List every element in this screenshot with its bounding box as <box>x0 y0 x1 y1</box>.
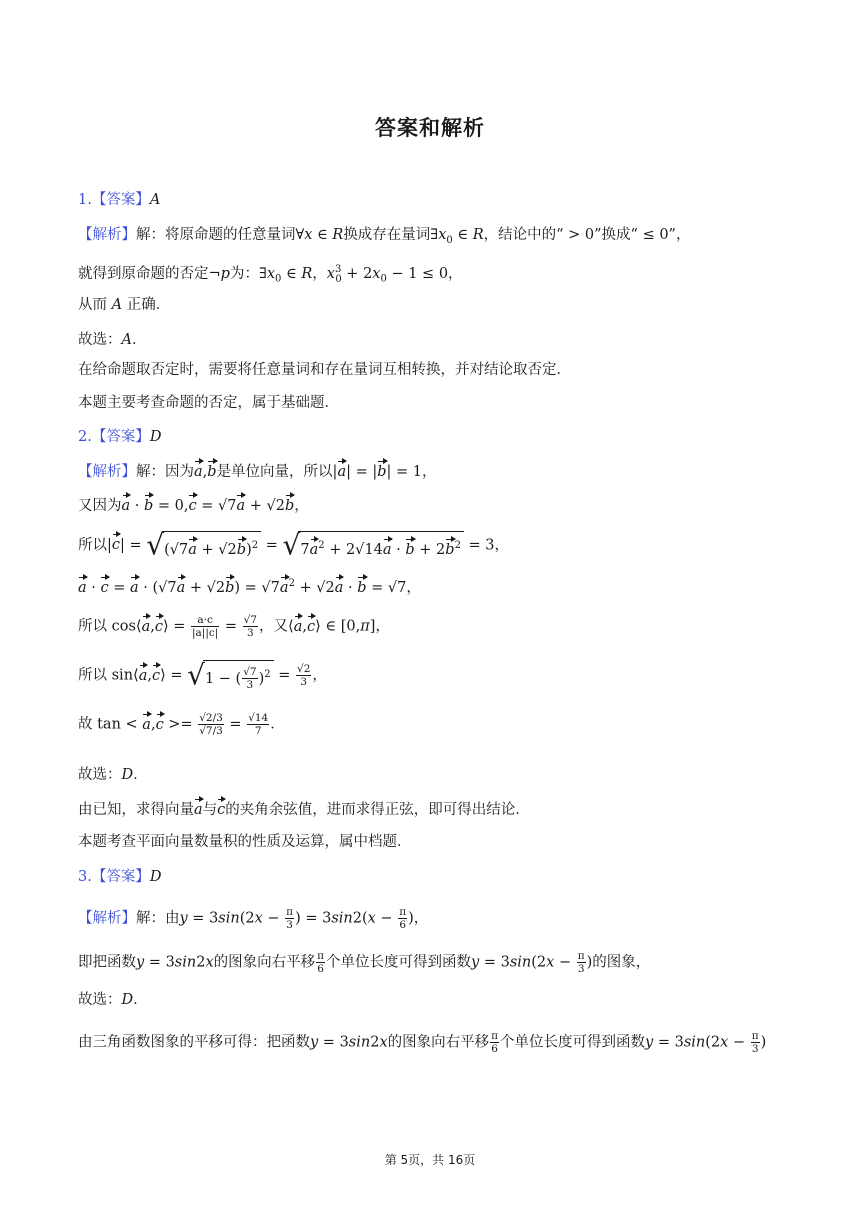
text: 是单位向量，所以| <box>216 464 338 480</box>
vector-a: a <box>78 579 87 596</box>
text: + √ <box>185 579 216 596</box>
vector-c: c <box>111 537 121 554</box>
fraction-denominator: 3 <box>247 627 254 639</box>
q1-answer-line <box>78 190 160 210</box>
text: 故选： <box>78 767 122 783</box>
math-var: x <box>367 910 376 927</box>
fraction-numerator: π <box>751 1030 759 1042</box>
text: ． <box>270 716 285 733</box>
fraction-numerator: √7 <box>243 666 257 679</box>
vector-b: b <box>284 498 295 514</box>
math-var: sin <box>218 910 240 927</box>
fraction-numerator: √7 <box>243 614 258 626</box>
math-var: π <box>360 618 370 635</box>
text: = √ <box>366 579 398 596</box>
sqrt-expression: $√(√7a + √2b)^2$ <box>146 531 261 560</box>
vector-a: a <box>293 618 303 635</box>
text: 的图象向右平移 <box>387 1034 490 1051</box>
text: 即把函数 <box>78 954 136 971</box>
q2-explanation-line-7 <box>78 712 285 737</box>
q3-explanation-line-2 <box>78 950 650 975</box>
text: 与 <box>202 802 218 818</box>
math-var: y <box>645 1034 654 1051</box>
q1-explanation-line-2 <box>78 260 463 290</box>
q1-analysis-line: 在给命题取否定时，需要将任意量词和存在量词互相转换，并对结论取否定． <box>78 362 571 378</box>
text: = <box>261 537 283 554</box>
text: 换成存在量词∃ <box>343 227 439 243</box>
text: 就得到原命题的否定¬ <box>78 265 221 282</box>
q2-analysis-line <box>78 800 530 820</box>
text: ) = 3 <box>295 910 332 927</box>
text: · (√ <box>138 579 168 596</box>
text: ， <box>406 579 421 596</box>
text: 2( <box>352 910 368 927</box>
fraction <box>316 950 325 975</box>
vector-a: a <box>309 541 319 558</box>
subscript: 0 <box>380 273 387 285</box>
text: ，结论中的“ > 0”换成“ ≤ 0”， <box>483 227 691 243</box>
q2-answer-tag: 【答案】 <box>91 429 150 445</box>
math-var: D <box>121 767 134 783</box>
q3-number: 3. <box>78 869 92 885</box>
text: ∈ <box>281 265 302 282</box>
text: (2 <box>531 954 547 971</box>
vector-a: a <box>141 618 151 635</box>
text: = 3 <box>318 1034 349 1051</box>
q3-answer-tag: 【答案】 <box>91 869 150 885</box>
superscript: 2 <box>288 578 295 589</box>
vector-a: a <box>188 541 197 558</box>
math-var: y <box>179 910 188 927</box>
text: 7 <box>300 541 310 558</box>
subscript: 0 <box>335 273 342 285</box>
text: ． <box>133 767 148 783</box>
text: ⟩ ∈ [0, <box>315 618 361 635</box>
text: ， <box>294 498 309 514</box>
fraction <box>577 950 586 975</box>
text: 1 − ( <box>204 670 242 687</box>
fraction <box>247 712 269 737</box>
q3-choice-line <box>78 990 148 1010</box>
text: = 3 <box>144 954 175 971</box>
fraction-numerator: π <box>577 950 585 962</box>
text: , <box>147 667 152 684</box>
vector-c: c <box>154 618 163 635</box>
text: (2 <box>705 1034 721 1051</box>
text: = <box>220 618 242 635</box>
fraction <box>751 1030 760 1055</box>
text: 7 <box>397 579 407 596</box>
text: = 0, <box>153 498 189 514</box>
math-var: R <box>332 227 344 243</box>
math-var: y <box>136 954 145 971</box>
fraction-numerator: √2 <box>297 663 311 676</box>
text: ⟩ = <box>160 667 188 684</box>
math-var: A <box>121 332 132 348</box>
text: · <box>343 579 358 596</box>
text: 2 <box>215 579 226 596</box>
vector-b: b <box>405 541 415 558</box>
text: 2 <box>227 541 237 558</box>
vector-c: c <box>188 498 197 514</box>
text: + 2 <box>341 265 373 282</box>
text: 故 tan < <box>78 716 143 733</box>
text: 7 <box>270 579 280 596</box>
q1-explanation-line-3 <box>78 295 170 315</box>
text: = <box>108 579 130 596</box>
fraction-numerator: √14 <box>248 712 269 724</box>
text: 又因为 <box>78 498 122 514</box>
q3-explanation-line-1 <box>78 906 428 931</box>
fraction-numerator: π <box>491 1030 499 1042</box>
fraction-numerator: √2/3 <box>199 712 223 724</box>
superscript: 2 <box>318 540 325 551</box>
text: | = <box>120 537 147 554</box>
text: 个单位长度可得到函数 <box>500 1034 646 1051</box>
vector-a: a <box>334 579 344 596</box>
fraction-denominator: 3 <box>246 679 254 692</box>
q1-choice-line <box>78 330 146 350</box>
text: ∈ <box>452 227 473 243</box>
text: = <box>224 716 247 733</box>
text: 7 <box>179 541 189 558</box>
text: = 3 <box>187 910 219 927</box>
subscript: 0 <box>446 234 453 246</box>
vector-c: c <box>151 667 161 684</box>
text: , <box>302 618 307 635</box>
math-var: p <box>220 265 230 282</box>
fraction <box>243 614 258 639</box>
text: ， <box>312 265 327 282</box>
text: + √ <box>245 498 276 514</box>
vector-c: c <box>306 618 316 635</box>
q2-answer-line <box>78 427 161 447</box>
fraction-denominator: 3 <box>577 963 585 975</box>
math-var: A <box>111 297 123 313</box>
text: 解：由 <box>136 910 180 927</box>
vector-a: a <box>176 579 186 596</box>
fraction <box>296 663 311 688</box>
q3-analysis-line <box>78 1030 766 1055</box>
math-var: x <box>326 265 335 282</box>
math-var: sin <box>331 910 353 927</box>
superscript: 2 <box>251 540 259 551</box>
fraction-numerator: π <box>399 906 407 918</box>
text: − <box>262 910 285 927</box>
math-var: sin <box>509 954 532 971</box>
fraction-denominator: 6 <box>491 1043 498 1055</box>
text: )， <box>408 910 429 927</box>
text: 为：∃ <box>229 265 267 282</box>
math-var: x <box>720 1034 729 1051</box>
text: 所以| <box>78 537 112 554</box>
text: ) <box>258 670 265 687</box>
q3-explanation-tag: 【解析】 <box>78 910 136 927</box>
text: 的图象向右平移 <box>213 954 316 971</box>
fraction-denominator: 6 <box>399 919 406 931</box>
text: 由三角函数图象的平移可得：把函数 <box>78 1034 310 1051</box>
vector-c: c <box>155 716 164 733</box>
text: 故选： <box>78 332 122 348</box>
text: , <box>150 618 155 635</box>
text: = √ <box>196 498 228 514</box>
text: 解：将原命题的任意量词∀ <box>136 227 305 243</box>
text: 解：因为 <box>136 464 194 480</box>
vector-a: a <box>194 802 203 818</box>
text: · <box>391 541 406 558</box>
text: 7 <box>227 498 237 514</box>
fraction-denominator: |a||c| <box>191 627 219 639</box>
text: + 2 <box>414 541 446 558</box>
text: 2 <box>196 954 206 971</box>
q1-summary-line: 本题主要考查命题的否定，属于基础题． <box>78 395 339 411</box>
fraction-denominator: 3 <box>751 1043 759 1055</box>
fraction <box>242 666 257 691</box>
text: ， <box>312 667 327 684</box>
vector-a: a <box>121 498 131 514</box>
text: ) <box>760 1034 767 1051</box>
sqrt-expression: $√7a^2 + 2√14a \cdot b + 2b^2$ <box>282 531 463 560</box>
math-var: x <box>372 265 381 282</box>
text: 从而 <box>78 297 112 313</box>
math-var: R <box>472 227 484 243</box>
text: − <box>375 910 398 927</box>
q1-answer: A <box>149 192 161 208</box>
q1-number: 1. <box>78 192 92 208</box>
text: 2 <box>370 1034 380 1051</box>
math-var: D <box>121 992 134 1008</box>
q2-explanation-line-1: 【解析】解：因为a,b是单位向量，所以|a| = |b| = 1， <box>78 464 437 480</box>
q2-explanation-line-3 <box>78 528 510 562</box>
text: | = 1， <box>386 464 437 480</box>
text: = 3， <box>463 537 510 554</box>
vector-b: b <box>236 541 247 558</box>
vector-b: b <box>143 498 154 514</box>
page-title: 答案和解析 <box>375 116 485 140</box>
text: + √ <box>294 579 326 596</box>
fraction-denominator: 3 <box>300 676 308 689</box>
page-footer: 第 5页，共 16页 <box>384 1153 476 1167</box>
text: 14 <box>364 541 383 558</box>
q2-answer: D <box>149 429 162 445</box>
math-var: y <box>310 1034 319 1051</box>
fraction-denominator: 7 <box>254 725 262 737</box>
q3-answer: D <box>149 869 162 885</box>
vector-b: b <box>357 579 367 596</box>
text: · <box>130 498 144 514</box>
fraction-numerator: π <box>286 906 294 918</box>
math-var: x <box>266 265 276 282</box>
text: (√ <box>164 541 180 558</box>
q1-answer-tag: 【答案】 <box>91 192 150 208</box>
text: + √ <box>196 541 228 558</box>
superscript: 2 <box>264 669 271 680</box>
text: ) <box>246 541 252 558</box>
q2-choice-line <box>78 765 148 785</box>
superscript: 2 <box>454 540 461 551</box>
vector-a: a <box>138 667 148 684</box>
math-var: x <box>546 954 555 971</box>
vector-a: a <box>129 579 139 596</box>
text: ) = √ <box>234 579 271 596</box>
text: 2 <box>275 498 285 514</box>
subscript: 0 <box>275 273 282 285</box>
q1-explanation-line-1 <box>78 225 690 251</box>
text: 所以 cos⟨ <box>78 618 142 635</box>
math-var: x <box>438 227 447 243</box>
text: 个单位长度可得到函数 <box>326 954 472 971</box>
text: = 3 <box>479 954 510 971</box>
q2-explanation-line-2 <box>78 496 309 516</box>
q2-summary-line: 本题考查平面向量数量积的性质及运算，属中档题． <box>78 834 412 850</box>
text: · <box>86 579 101 596</box>
text: ． <box>131 332 147 348</box>
vector-c: c <box>100 579 109 596</box>
text: ⟩ = <box>162 618 190 635</box>
q2-explanation-line-6 <box>78 660 327 691</box>
q2-explanation-tag: 【解析】 <box>78 464 136 480</box>
vector-a: a <box>194 464 203 480</box>
vector-b: b <box>445 541 455 558</box>
math-var: x <box>304 227 313 243</box>
math-var: sin <box>174 954 197 971</box>
text: − 1 ≤ 0， <box>386 265 463 282</box>
fraction-denominator: √7/3 <box>199 725 223 737</box>
vector-b: b <box>225 579 235 596</box>
q3-answer-line <box>78 867 161 887</box>
text: 故选： <box>78 992 122 1008</box>
fraction <box>490 1030 499 1055</box>
fraction-denominator: 6 <box>317 963 324 975</box>
text: 所以 sin⟨ <box>78 667 139 684</box>
vector-a: a <box>279 579 289 596</box>
text: )的图象， <box>586 954 651 971</box>
text: + 2√ <box>324 541 365 558</box>
math-var: x <box>379 1034 388 1051</box>
text: | = | <box>346 464 378 480</box>
vector-b: b <box>207 464 217 480</box>
text: (2 <box>239 910 255 927</box>
fraction-denominator: 3 <box>286 919 293 931</box>
math-var: y <box>471 954 480 971</box>
sqrt-expression: √1 − ( $\frac{√7}{3}$ )$^2$ <box>187 660 274 691</box>
superscript: 3 <box>334 264 342 275</box>
text: 正确． <box>122 297 171 313</box>
fraction <box>285 906 294 931</box>
text: 由已知，求得向量 <box>78 802 194 818</box>
text: , <box>150 716 156 733</box>
math-var: sin <box>683 1034 706 1051</box>
vector-a: a <box>142 716 151 733</box>
math-var: sin <box>348 1034 371 1051</box>
math-var: x <box>205 954 214 971</box>
text: >= <box>163 716 198 733</box>
vector-a: a <box>236 498 246 514</box>
fraction <box>398 906 407 931</box>
text: = <box>273 667 295 684</box>
math-var: x <box>254 910 263 927</box>
text: − <box>728 1034 750 1051</box>
text: ． <box>133 992 148 1008</box>
text: − <box>554 954 576 971</box>
text: 7 <box>167 579 177 596</box>
text: ，又⟨ <box>259 618 294 635</box>
vector-c: c <box>217 802 226 818</box>
math-var: R <box>301 265 313 282</box>
q2-number: 2. <box>78 429 92 445</box>
fraction-numerator: a·c <box>191 614 219 627</box>
fraction <box>191 614 219 639</box>
fraction-numerator: π <box>317 950 325 962</box>
text: ∈ <box>312 227 333 243</box>
text: 2 <box>325 579 335 596</box>
vector-a: a <box>382 541 392 558</box>
vector-b: b <box>377 464 387 480</box>
q1-explanation-tag: 【解析】 <box>78 227 136 243</box>
q2-explanation-line-4 <box>78 574 421 598</box>
q2-explanation-line-5 <box>78 614 390 639</box>
text: ]， <box>369 618 390 635</box>
text: 的夹角余弦值，进而求得正弦，即可得出结论． <box>225 802 530 818</box>
text: = 3 <box>653 1034 684 1051</box>
vector-a: a <box>337 464 347 480</box>
fraction <box>198 712 224 737</box>
